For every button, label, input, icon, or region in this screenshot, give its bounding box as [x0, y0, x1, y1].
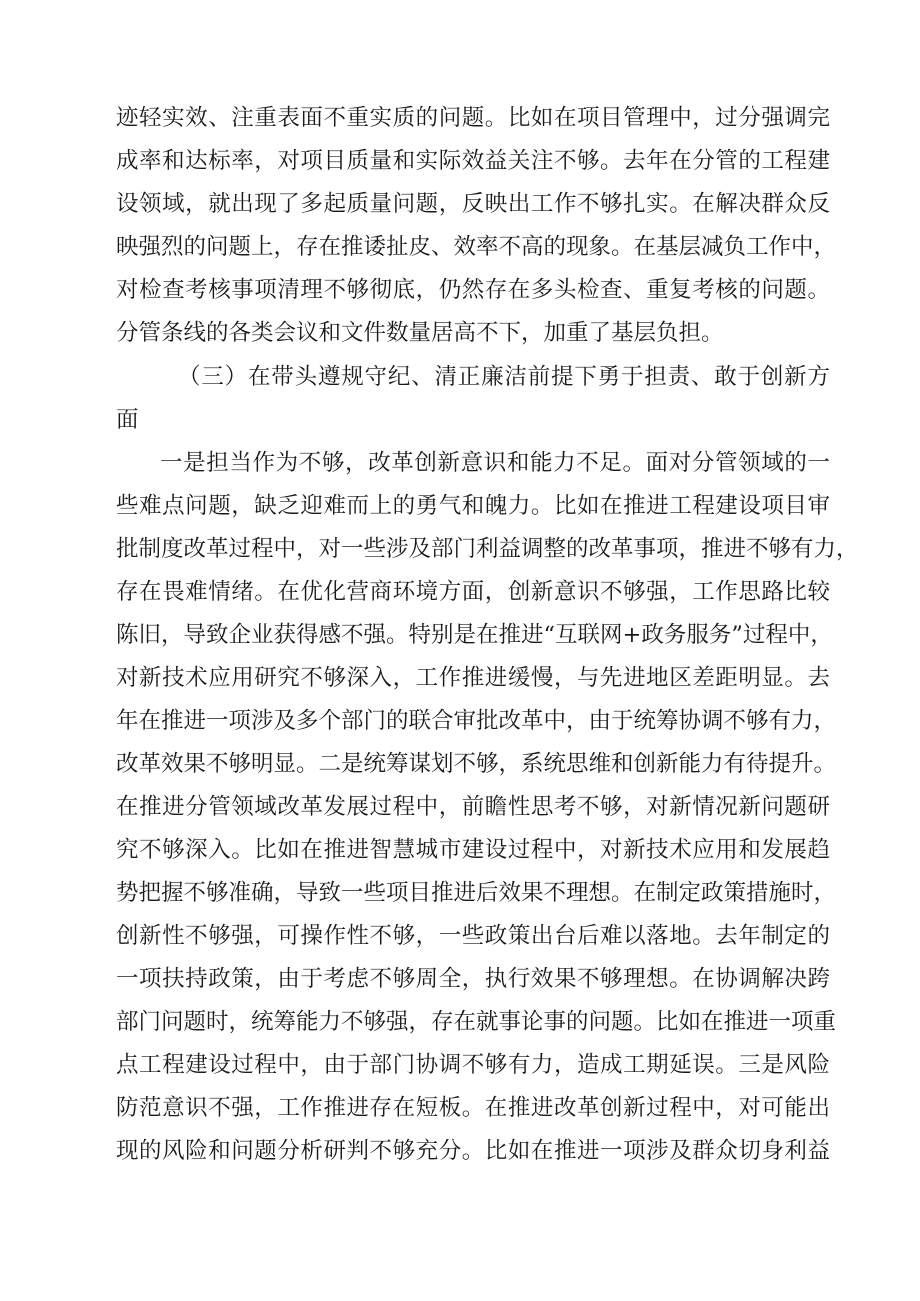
- body-line: 年在推进一项涉及多个部门的联合审批改革中，由于统筹协调不够有力，: [116, 708, 837, 734]
- body-line: 些难点问题，缺乏迎难而上的勇气和魄力。比如在推进工程建设项目审: [116, 493, 830, 519]
- body-line: 批制度改革过程中，对一些涉及部门利益调整的改革事项，推进不够有力，: [116, 536, 859, 562]
- body-line: 对新技术应用研究不够深入，工作推进缓慢，与先进地区差距明显。去: [116, 665, 830, 691]
- body-line: 存在畏难情绪。在优化营商环境方面，创新意识不够强，工作思路比较: [116, 579, 830, 605]
- body-line: 陈旧，导致企业获得感不强。特别是在推进“互联网+政务服务”过程中，: [116, 622, 833, 648]
- body-line: 防范意识不强，工作推进存在短板。在推进改革创新过程中，对可能出: [116, 1095, 830, 1121]
- section-heading-continued: 面: [116, 407, 139, 433]
- paragraph-first-line: 一是担当作为不够，改革创新意识和能力不足。面对分管领域的一: [160, 450, 830, 476]
- section-heading: （三）在带头遵规守纪、清正廉洁前提下勇于担责、敢于创新方: [178, 364, 830, 390]
- body-line: 对检查考核事项清理不够彻底，仍然存在多头检查、重复考核的问题。: [116, 277, 830, 303]
- body-line: 现的风险和问题分析研判不够充分。比如在推进一项涉及群众切身利益: [116, 1138, 830, 1164]
- body-line: 分管条线的各类会议和文件数量居高不下，加重了基层负担。: [116, 320, 724, 346]
- body-line: 改革效果不够明显。二是统筹谋划不够，系统思维和创新能力有待提升。: [116, 751, 837, 777]
- body-line: 一项扶持政策，由于考虑不够周全，执行效果不够理想。在协调解决跨: [116, 966, 830, 992]
- body-line: 点工程建设过程中，由于部门协调不够有力，造成工期延误。三是风险: [116, 1052, 830, 1078]
- body-line: 势把握不够准确，导致一些项目推进后效果不理想。在制定政策措施时，: [116, 880, 837, 906]
- body-line: 在推进分管领域改革发展过程中，前瞻性思考不够，对新情况新问题研: [116, 794, 830, 820]
- body-line: 设领域，就出现了多起质量问题，反映出工作不够扎实。在解决群众反: [116, 191, 830, 217]
- body-line: 究不够深入。比如在推进智慧城市建设过程中，对新技术应用和发展趋: [116, 837, 830, 863]
- body-line: 迹轻实效、注重表面不重实质的问题。比如在项目管理中，过分强调完: [116, 105, 830, 131]
- body-line: 成率和达标率，对项目质量和实际效益关注不够。去年在分管的工程建: [116, 148, 830, 174]
- body-line: 部门问题时，统筹能力不够强，存在就事论事的问题。比如在推进一项重: [116, 1009, 837, 1035]
- body-line: 映强烈的问题上，存在推诿扯皮、效率不高的现象。在基层减负工作中，: [116, 234, 837, 260]
- body-line: 创新性不够强，可操作性不够，一些政策出台后难以落地。去年制定的: [116, 923, 830, 949]
